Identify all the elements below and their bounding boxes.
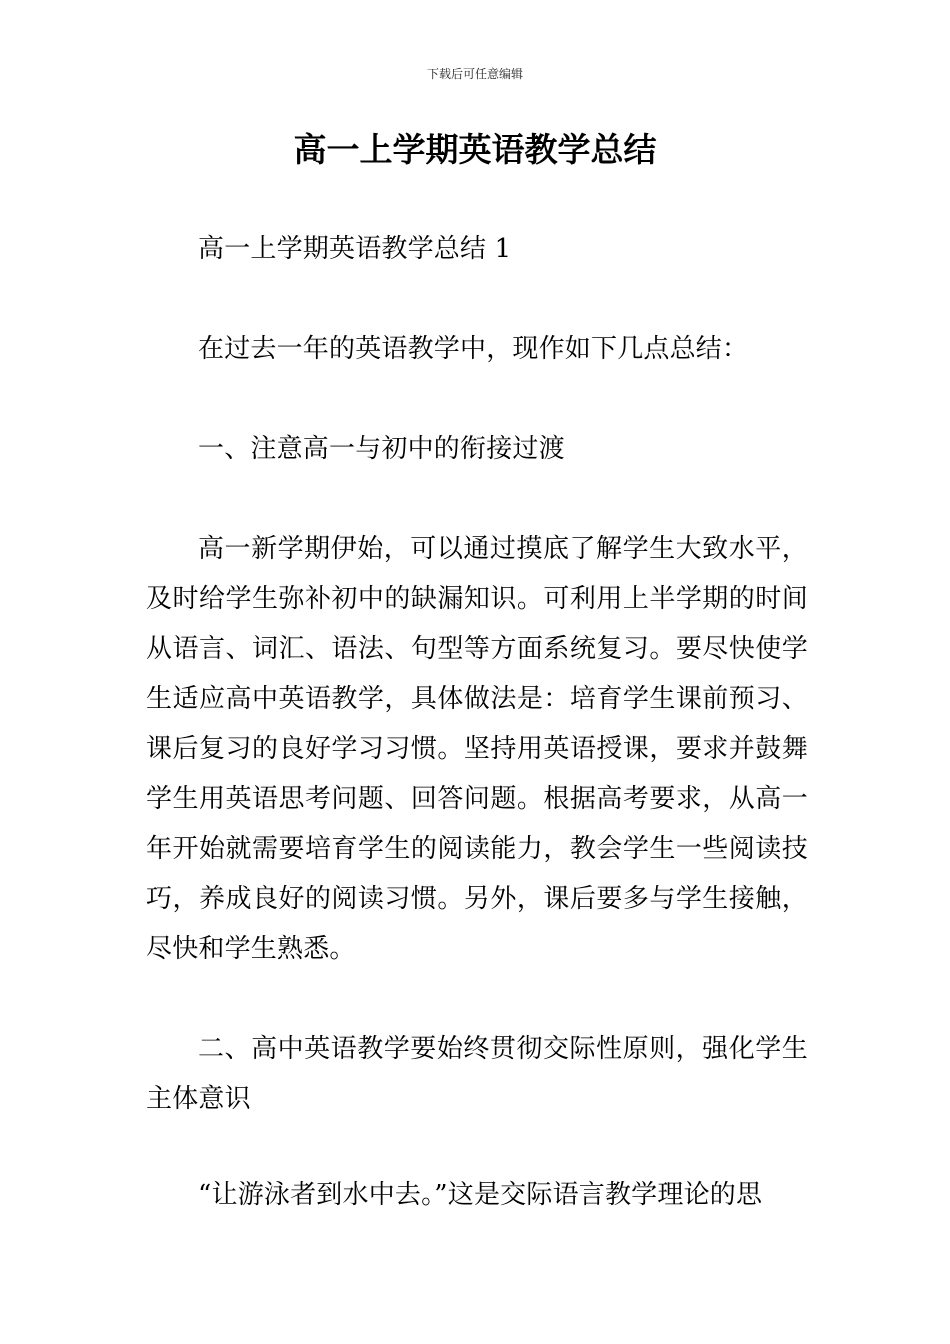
document-title: 高一上学期英语教学总结: [293, 130, 657, 169]
section-2-body: “让游泳者到水中去。”这是交际语言教学理论的思: [198, 1180, 763, 1210]
section-2-heading: 二、高中英语教学要始终贯彻交际性原则，强化学生主体意识: [146, 1034, 808, 1114]
header-note: 下载后可任意编辑: [426, 67, 523, 81]
section-1-body: 高一新学期伊始，可以通过摸底了解学生大致水平，及时给学生弥补初中的缺漏知识。可利用上半学期的时间从语言、词汇、语法、句型等方面系统复习。要尽快使学生适应高中英语教学，具体做法是：培育学生课前预习、课后复习的良好学习习惯。坚持用英语授课，要求并鼓舞学生用英语思考问题、回答问题。根据高考要求，从高一年开始就需要培育学生的阅读能力，教会学生一些阅读技巧，养成良好的阅读习惯。另外，课后要多与学生接触，尽快和学生熟悉。: [146, 534, 808, 964]
intro-paragraph: 在过去一年的英语教学中，现作如下几点总结：: [198, 334, 749, 364]
section-1-heading: 一、注意高一与初中的衔接过渡: [198, 434, 565, 464]
subtitle: 高一上学期英语教学总结 1: [198, 234, 512, 264]
